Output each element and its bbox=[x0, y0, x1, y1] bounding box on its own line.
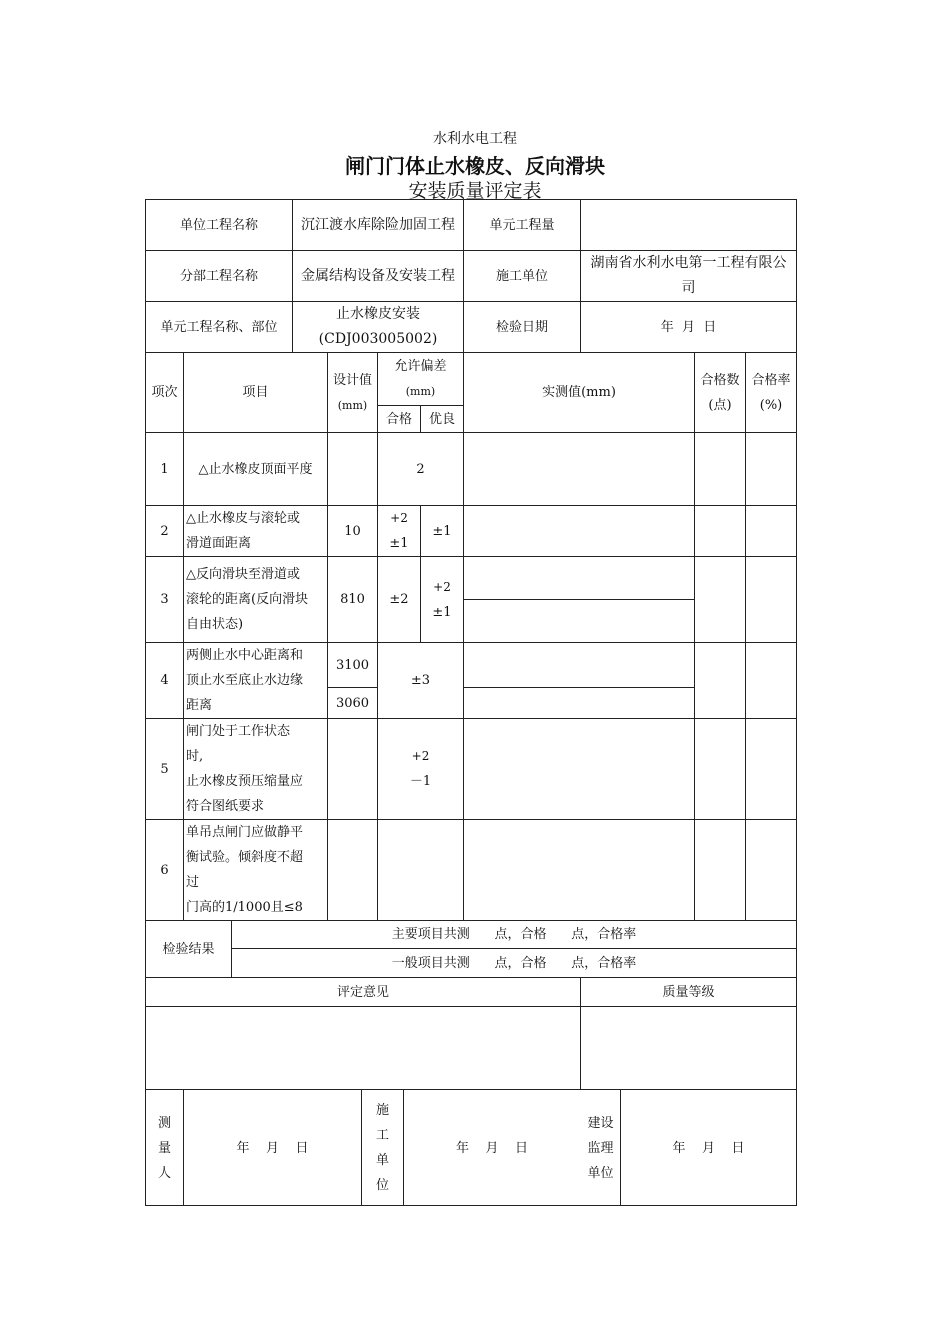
row-4-design-a: 3100 bbox=[335, 657, 370, 673]
division-name-value: 金属结构设备及安装工程 bbox=[301, 267, 455, 284]
result-label: 检验结果 bbox=[162, 941, 215, 957]
contractor-label: 施工单位 bbox=[495, 268, 548, 284]
row-6-no: 6 bbox=[160, 862, 169, 878]
col-measured: 实测值(mm) bbox=[542, 385, 616, 400]
row-3-qualified: ±2 bbox=[389, 592, 409, 607]
row-3-design: 810 bbox=[340, 592, 365, 607]
form-category: 水利水电工程 bbox=[433, 131, 517, 147]
row-2-qualified: +2 ±1 bbox=[389, 511, 409, 551]
result-main-line: 主要项目共测 点，合格 点，合格率 bbox=[391, 927, 637, 942]
form-title: 闸门门体止水橡皮、反向滑块 bbox=[345, 154, 605, 178]
inspection-date-value: 年 月 日 bbox=[660, 319, 717, 335]
unit-project-name-label: 单位工程名称 bbox=[179, 217, 258, 233]
col-item: 项目 bbox=[242, 385, 269, 400]
construction-label: 施工单位 bbox=[375, 1103, 389, 1193]
row-1-no: 1 bbox=[160, 461, 169, 477]
construction-date: 年 月 日 bbox=[455, 1140, 529, 1156]
row-2-no: 2 bbox=[160, 523, 169, 539]
surveyor-label: 测量人 bbox=[157, 1115, 171, 1181]
supervision-date: 年 月 日 bbox=[672, 1140, 745, 1156]
row-1-tolerance: 2 bbox=[416, 461, 425, 477]
opinion-label: 评定意见 bbox=[336, 984, 389, 1000]
row-3-item: △反向滑块至滑道或 滚轮的距离(反向滑块 自由状态) bbox=[186, 567, 309, 632]
unit-project-name-value: 沉江渡水库除险加固工程 bbox=[301, 216, 455, 233]
row-1-item: △止水橡皮顶面平度 bbox=[198, 461, 313, 477]
row-4-design-b: 3060 bbox=[335, 695, 370, 711]
unit-quantity-value bbox=[581, 200, 796, 250]
col-qualified: 合格 bbox=[385, 411, 412, 427]
element-name-value: 止水橡皮安装 (CDJ003005002) bbox=[318, 306, 438, 347]
result-general-line: 一般项目共测 点，合格 点，合格率 bbox=[391, 955, 637, 971]
row-3-no: 3 bbox=[160, 592, 169, 607]
row-4-item: 两侧止水中心距离和 顶止水至底止水边缘 距离 bbox=[186, 648, 304, 713]
row-2-design: 10 bbox=[344, 523, 361, 539]
unit-quantity-label: 单元工程量 bbox=[489, 217, 555, 233]
col-pass-rate: 合格率 (%) bbox=[751, 372, 791, 413]
row-5-no: 5 bbox=[160, 761, 169, 777]
grade-label: 质量等级 bbox=[662, 984, 715, 1000]
inspection-date-label: 检验日期 bbox=[495, 319, 548, 335]
col-excellent: 优良 bbox=[428, 411, 455, 427]
row-4-tolerance: ±3 bbox=[410, 673, 431, 688]
row-5-tolerance: +2 －1 bbox=[409, 749, 432, 789]
col-pass-count: 合格数 (点) bbox=[700, 372, 740, 413]
col-tolerance: 允许偏差 (mm) bbox=[394, 359, 447, 398]
row-2-excellent: ±1 bbox=[432, 523, 452, 539]
row-4-no: 4 bbox=[160, 673, 169, 688]
contractor-value: 湖南省水利水电第一工程有限公司 bbox=[590, 255, 787, 296]
supervision-label: 建设监理单位 bbox=[587, 1115, 614, 1181]
row-3-excellent: +2 ±1 bbox=[432, 579, 452, 620]
surveyor-date: 年 月 日 bbox=[236, 1140, 309, 1156]
element-name-label: 单元工程名称、部位 bbox=[160, 319, 278, 335]
row-6-item: 单吊点闸门应做静平 衡试验。倾斜度不超 过 门高的1/1000且≤8 bbox=[186, 825, 304, 915]
form-subtitle: 安装质量评定表 bbox=[408, 180, 542, 202]
division-name-label: 分部工程名称 bbox=[179, 268, 258, 284]
row-2-item: △止水橡皮与滚轮或 滑道面距离 bbox=[186, 511, 300, 551]
row-5-item: 闸门处于工作状态 时, 止水橡皮预压缩量应 符合图纸要求 bbox=[186, 724, 304, 814]
col-item-no: 项次 bbox=[151, 385, 178, 400]
col-design: 设计值 (mm) bbox=[332, 372, 372, 412]
